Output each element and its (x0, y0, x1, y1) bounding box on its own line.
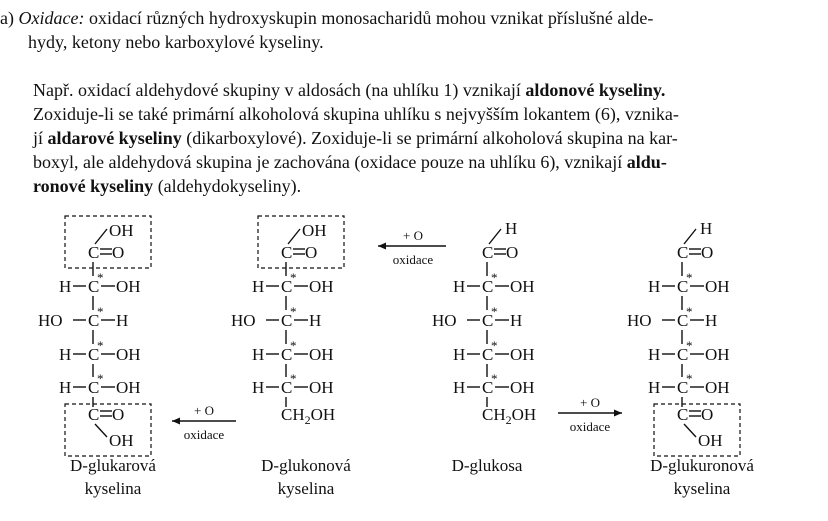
bond (288, 229, 300, 244)
hydroxyl-group: HO (627, 311, 652, 330)
p1-text: Např. oxidací aldehydové skupiny v aldosách (na uhlíku 1) vznikají (33, 80, 526, 100)
stereo-star: * (290, 304, 297, 319)
hydroxyl-group: OH (510, 378, 535, 397)
stereo-star: * (686, 338, 693, 353)
oxygen-atom: O (506, 243, 519, 262)
hydroxyl-group: HO (231, 311, 256, 330)
highlight-box (654, 404, 740, 456)
hydroxyl-group: OH (510, 345, 535, 364)
hydroxyl-group: OH (705, 277, 730, 296)
carbon-atom: C (677, 378, 689, 397)
hydrogen-atom: H (252, 277, 265, 296)
carbon-atom: C (88, 311, 100, 330)
hydrogen-atom: H (59, 277, 72, 296)
hydroxyl-group: OH (705, 378, 730, 397)
bond (489, 229, 501, 244)
bond (95, 424, 107, 437)
hydrogen-atom: H (59, 345, 72, 364)
bond (684, 424, 696, 437)
carbon-atom: C (482, 311, 494, 330)
oxygen-atom: O (305, 243, 318, 262)
hydrogen-atom: H (252, 378, 265, 397)
stereo-star: * (491, 304, 498, 319)
hydrogen-atom: H (700, 219, 713, 238)
structure-glukosa (432, 219, 536, 427)
highlight-box (65, 404, 151, 456)
stereo-star: * (686, 270, 693, 285)
hydrogen-atom: H (309, 311, 322, 330)
term-aldonove: aldonové kyseliny. (525, 80, 666, 100)
stereo-star: * (290, 270, 297, 285)
oxygen-atom: O (701, 243, 714, 262)
intro-text-1: oxidací různých hydroxyskupin monosacharidů mohou vznikat příslušné alde- (88, 8, 654, 28)
hydroxyl-group: HO (38, 311, 63, 330)
stereo-star: * (97, 338, 104, 353)
arrow-head (172, 418, 180, 425)
list-marker: a) (0, 8, 14, 28)
oxygen-atom: O (112, 243, 125, 262)
carbon-atom: C (482, 345, 494, 364)
carbon-atom: C (88, 277, 100, 296)
caption-glukarova: D-glukarová (70, 456, 156, 475)
hydrogen-atom: H (453, 378, 466, 397)
stereo-star: * (491, 371, 498, 386)
carbon-atom: C (88, 378, 100, 397)
term-oxidace: Oxidace: (18, 8, 85, 28)
reaction-arrow (558, 395, 622, 434)
hydroxyl-group: OH (309, 378, 334, 397)
term-alduronove-1: aldu- (626, 152, 667, 172)
hydrogen-atom: H (59, 378, 72, 397)
term-aldarove: aldarové kyseliny (47, 128, 182, 148)
reaction-arrow (172, 403, 236, 442)
hydroxyl-group: OH (698, 431, 723, 450)
hydrogen-atom: H (648, 345, 661, 364)
arrow-label-plus-o: + O (403, 228, 423, 243)
carbon-atom: C (677, 345, 689, 364)
carbon-atom: C (677, 243, 689, 262)
hydrogen-atom: H (453, 277, 466, 296)
term-alduronove-2: ronové kyseliny (33, 176, 154, 196)
stereo-star: * (290, 371, 297, 386)
hydroxyl-group: OH (510, 277, 535, 296)
structure-glukarova (38, 216, 151, 456)
stereo-star: * (686, 304, 693, 319)
hydrogen-atom: H (648, 378, 661, 397)
bond (684, 229, 696, 244)
stereo-star: * (686, 371, 693, 386)
carbon-atom: C (281, 378, 293, 397)
caption-glukosa: D-glukosa (451, 456, 523, 475)
p3-text-a: jí (33, 128, 48, 148)
highlight-box (258, 216, 344, 268)
hydrogen-atom: H (648, 277, 661, 296)
hydroxyl-group: OH (705, 345, 730, 364)
stereo-star: * (491, 338, 498, 353)
stereo-star: * (97, 371, 104, 386)
carbon-atom: C (482, 277, 494, 296)
hydroxyl-group: OH (302, 221, 327, 240)
carbon-atom: C (482, 243, 494, 262)
stereo-star: * (97, 270, 104, 285)
p3-text-c: (dikarboxylové). Zoxiduje-li se primární alkoholová skupina na kar- (181, 128, 678, 148)
arrow-head (614, 410, 622, 417)
stereo-star: * (290, 338, 297, 353)
carbon-atom: C (677, 405, 689, 424)
ch2oh-group: $CH_2OH$ (281, 405, 336, 427)
carbon-atom: C (281, 311, 293, 330)
caption-glukonova: D-glukonová (261, 456, 351, 475)
arrow-label-oxidace: oxidace (569, 419, 611, 434)
structure-glukuronova (627, 219, 740, 456)
hydrogen-atom: H (116, 311, 129, 330)
hydroxyl-group: HO (432, 311, 457, 330)
caption-glukarova: kyselina (84, 479, 142, 498)
highlight-box (65, 216, 151, 268)
carbon-atom: C (677, 277, 689, 296)
bond (95, 229, 107, 244)
hydrogen-atom: H (252, 345, 265, 364)
intro-line-2: hydy, ketony nebo karboxylové kyseliny. (28, 32, 324, 52)
hydrogen-atom: H (453, 345, 466, 364)
hydrogen-atom: H (505, 219, 518, 238)
carbon-atom: C (281, 345, 293, 364)
oxygen-atom: O (112, 405, 125, 424)
carbon-atom: C (482, 378, 494, 397)
caption-glukuronova: D-glukuronová (650, 456, 754, 475)
caption-glukonova: kyselina (277, 479, 335, 498)
reaction-arrow (378, 228, 446, 267)
carbon-atom: C (88, 405, 100, 424)
arrow-head (378, 243, 386, 250)
carbon-atom: C (88, 243, 100, 262)
hydroxyl-group: OH (109, 431, 134, 450)
carbon-atom: C (281, 243, 293, 262)
carbon-atom: C (88, 345, 100, 364)
hydroxyl-group: OH (116, 378, 141, 397)
hydroxyl-group: OH (309, 277, 334, 296)
arrow-label-plus-o: + O (580, 395, 600, 410)
paragraph-line-2: Zoxiduje-li se také primární alkoholová skupina uhlíku s nejvyšším lokantem (6), vznika- (33, 104, 679, 124)
stereo-star: * (97, 304, 104, 319)
hydroxyl-group: OH (116, 277, 141, 296)
structure-glukonova (231, 216, 344, 427)
carbon-atom: C (677, 311, 689, 330)
carbon-atom: C (281, 277, 293, 296)
p5-text-b: (aldehydokyseliny). (153, 176, 302, 196)
oxygen-atom: O (701, 405, 714, 424)
hydroxyl-group: OH (309, 345, 334, 364)
hydrogen-atom: H (510, 311, 523, 330)
hydroxyl-group: OH (109, 221, 134, 240)
hydrogen-atom: H (705, 311, 718, 330)
arrow-label-oxidace: oxidace (183, 427, 225, 442)
p4-text-a: boxyl, ale aldehydová skupina je zachována (oxidace pouze na uhlíku 6), vznikají (33, 152, 627, 172)
caption-glukuronova: kyselina (673, 479, 731, 498)
arrow-label-oxidace: oxidace (392, 252, 434, 267)
arrow-label-plus-o: + O (194, 403, 214, 418)
ch2oh-group: $CH_2OH$ (482, 405, 537, 427)
stereo-star: * (491, 270, 498, 285)
hydroxyl-group: OH (116, 345, 141, 364)
